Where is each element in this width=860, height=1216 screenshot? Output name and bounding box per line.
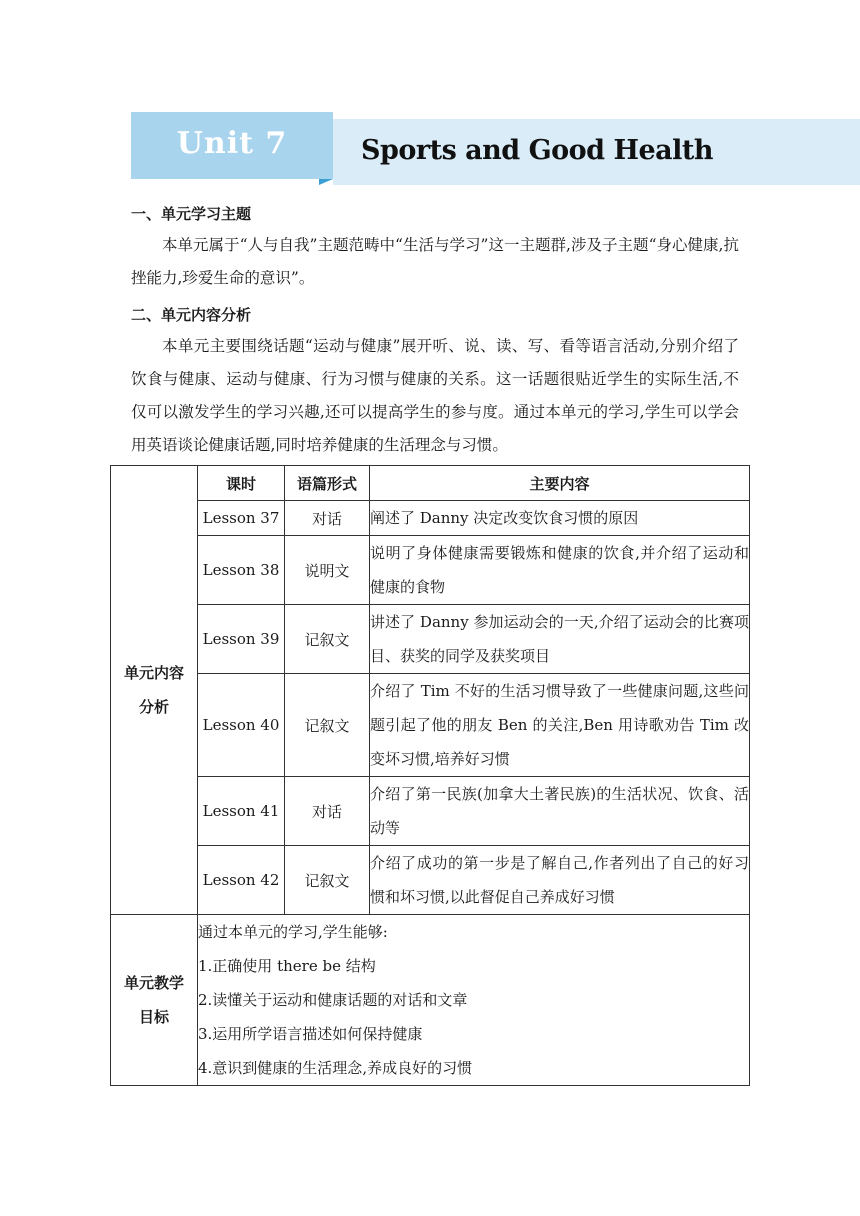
form-cell: 对话 <box>285 501 370 536</box>
goals-cell <box>198 915 750 1086</box>
form-cell: 记叙文 <box>285 846 370 915</box>
header-lesson: 课时 <box>198 466 285 501</box>
lesson-cell: Lesson 40 <box>198 674 285 777</box>
form-cell: 说明文 <box>285 536 370 605</box>
table-row <box>111 536 750 605</box>
table-row <box>111 777 750 846</box>
table-row <box>111 501 750 536</box>
goal-item: 4.意识到健康的生活理念,养成良好的习惯 <box>198 1059 473 1077</box>
goals-intro: 通过本单元的学习,学生能够: <box>198 923 388 941</box>
content-cell: 说明了身体健康需要锻炼和健康的饮食,并介绍了运动和健康的食物 <box>370 536 750 605</box>
section-heading-1: 一、单元学习主题 <box>131 205 252 223</box>
unit-title: Sports and Good Health <box>361 135 713 166</box>
header-content: 主要内容 <box>370 466 750 501</box>
side-label-teaching-goals: 单元教学目标 <box>111 915 198 1086</box>
content-cell: 介绍了成功的第一步是了解自己,作者列出了自己的好习惯和坏习惯,以此督促自己养成好习惯 <box>370 846 750 915</box>
lesson-cell: Lesson 38 <box>198 536 285 605</box>
title-banner <box>333 119 860 185</box>
table-row <box>111 605 750 674</box>
content-cell: 介绍了第一民族(加拿大土著民族)的生活状况、饮食、活动等 <box>370 777 750 846</box>
unit-table <box>110 465 750 1086</box>
content-cell: 讲述了 Danny 参加运动会的一天,介绍了运动会的比赛项目、获奖的同学及获奖项目 <box>370 605 750 674</box>
goal-item: 1.正确使用 there be 结构 <box>198 957 376 975</box>
lesson-cell: Lesson 41 <box>198 777 285 846</box>
goals-row <box>111 915 750 1086</box>
form-cell: 记叙文 <box>285 605 370 674</box>
section-paragraph-2: 本单元主要围绕话题“运动与健康”展开听、说、读、写、看等语言活动,分别介绍了饮食与健康、运动与健康、行为习惯与健康的关系。这一话题很贴近学生的实际生活,不仅可以激发学生的学习兴趣,还可以提高学生的参与度。通过本单元的学习,学生可以学会用英语谈论健康话题,同时培养健康的生活理念与习惯。 <box>131 337 739 454</box>
goal-item: 3.运用所学语言描述如何保持健康 <box>198 1025 423 1043</box>
goal-item: 2.读懂关于运动和健康话题的对话和文章 <box>198 991 468 1009</box>
header-form: 语篇形式 <box>285 466 370 501</box>
unit-label: Unit 7 <box>176 126 288 161</box>
lesson-cell: Lesson 42 <box>198 846 285 915</box>
side-label-content-analysis: 单元内容分析 <box>111 466 198 915</box>
content-cell: 阐述了 Danny 决定改变饮食习惯的原因 <box>370 501 750 536</box>
form-cell: 记叙文 <box>285 674 370 777</box>
table-row <box>111 674 750 777</box>
content-cell: 介绍了 Tim 不好的生活习惯导致了一些健康问题,这些问题引起了他的朋友 Ben 的关注,Ben 用诗歌劝告 Tim 改变坏习惯,培养好习惯 <box>370 674 750 777</box>
section-paragraph-1: 本单元属于“人与自我”主题范畴中“生活与学习”这一主题群,涉及子主题“身心健康,抗挫能力,珍爱生命的意识”。 <box>131 236 739 287</box>
section-heading-2: 二、单元内容分析 <box>131 306 252 324</box>
unit-banner <box>131 112 333 179</box>
table-header-row <box>111 466 750 501</box>
lesson-cell: Lesson 37 <box>198 501 285 536</box>
form-cell: 对话 <box>285 777 370 846</box>
lesson-cell: Lesson 39 <box>198 605 285 674</box>
table-row <box>111 846 750 915</box>
